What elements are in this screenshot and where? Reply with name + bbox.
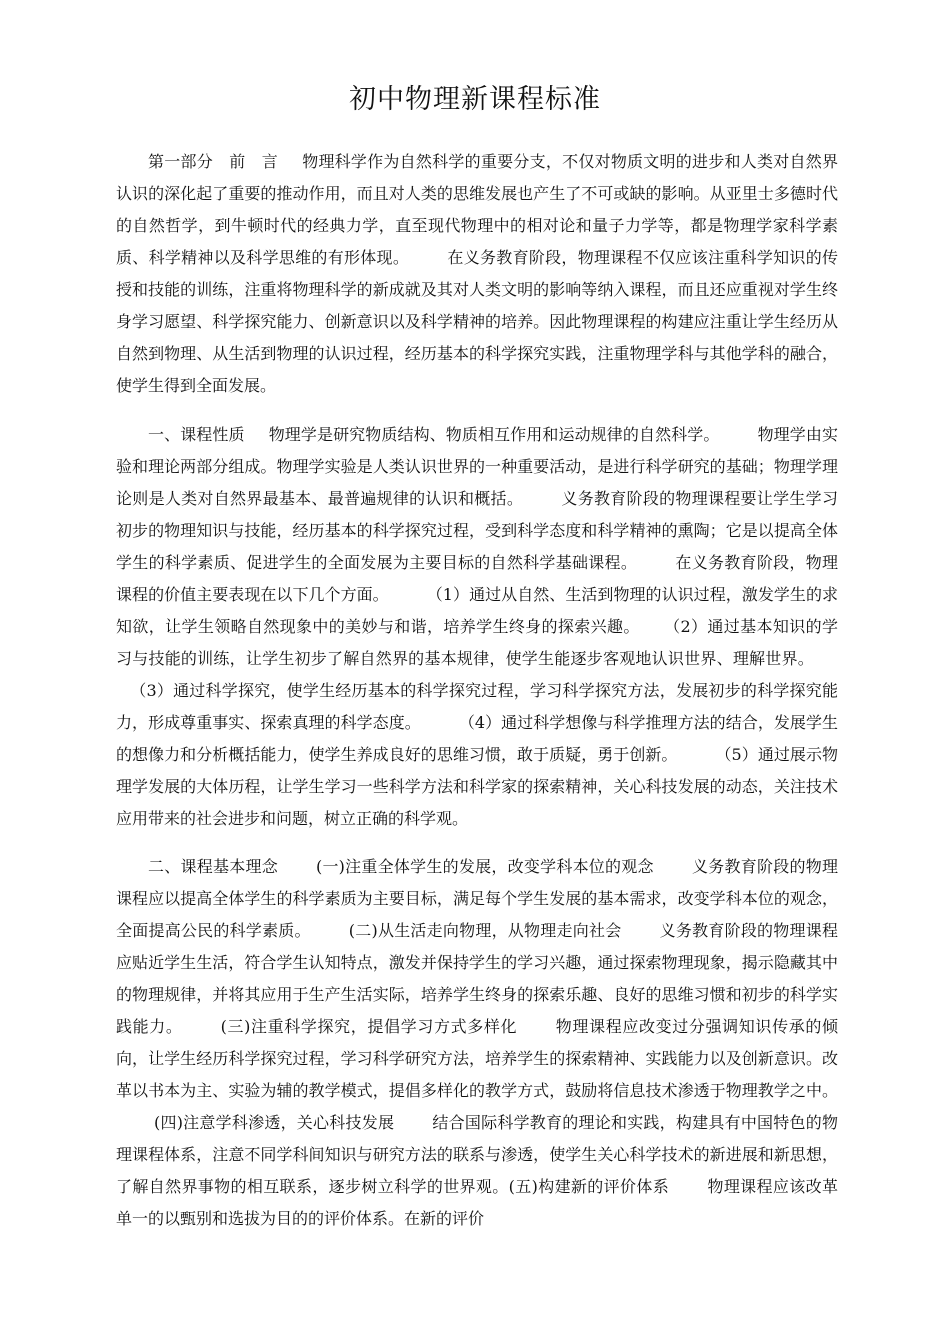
document-title: 初中物理新课程标准 — [349, 84, 601, 115]
list-item: （1）通过从自然、生活到物理的认识过程，激发学生的求知欲，让学生领略自然现象中的美妙与和谐，培养学生终身的探索兴趣。 — [116, 585, 838, 636]
paragraph-text: 物理课程应该改革单一的以甄别和选拔为目的的评价体系。在新的评价 — [116, 1177, 838, 1228]
section-preface — [116, 146, 838, 402]
subsection-heading: (二)从生活走向物理，从物理走向社会 — [348, 921, 622, 940]
paragraph-text: 在义务教育阶段，物理课程不仅应该注重科学知识的传授和技能的训练，注重将物理科学的新成就及其对人类文明的影响等纳入课程，而且还应重视对学生终身学习愿望、科学探究能力、创新意识以及科学精神的培养。因此物理课程的构建应注重让学生经历从自然到物理、从生活到物理的认识过程，经历基本的科学探究实践，注重物理学科与其他学科的融合，使学生得到全面发展。 — [116, 248, 838, 395]
section-course-nature — [116, 419, 838, 835]
list-item: （3）通过科学探究，使学生经历基本的科学探究过程，学习科学探究方法，发展初步的科学探究能力，形成尊重事实、探索真理的科学态度。 — [116, 681, 838, 732]
paragraph-text: 义务教育阶段的物理课程要让学生学习初步的物理知识与技能，经历基本的科学探究过程，受到科学态度和科学精神的熏陶；它是以提高全体学生的科学素质、促进学生的全面发展为主要目标的自然科学基础课程。 — [116, 489, 838, 572]
section-heading: 二、课程基本理念 — [148, 857, 278, 876]
paragraph-text: 物理课程应改变过分强调知识传承的倾向，让学生经历科学探究过程，学习科学研究方法，培养学生的探索精神、实践能力以及创新意识。改革以书本为主、实验为辅的教学模式，提倡多样化的教学方式，鼓励将信息技术渗透于物理教学之中。 — [116, 1017, 838, 1100]
paragraph-text: 物理学由实验和理论两部分组成。物理学实验是人类认识世界的一种重要活动，是进行科学研究的基础；物理学理论则是人类对自然界最基本、最普遍规律的认识和概括。 — [116, 425, 838, 508]
section-heading: 一、课程性质 — [148, 425, 245, 444]
subsection-heading: (三)注重科学探究，提倡学习方式多样化 — [220, 1017, 518, 1036]
list-item: （5）通过展示物理学发展的大体历程，让学生学习一些科学方法和科学家的探索精神，关心科技发展的动态，关注技术应用带来的社会进步和问题，树立正确的科学观。 — [116, 745, 838, 828]
section-basic-concepts — [116, 851, 838, 1235]
paragraph-text: 物理学是研究物质结构、物质相互作用和运动规律的自然科学。 — [268, 425, 720, 444]
paragraph-text: 结合国际科学教育的理论和实践，构建具有中国特色的物理课程体系，注意不同学科间知识与研究方法的联系与渗透，使学生关心科学技术的新进展和新思想，了解自然界事物的相互联系，逐步树立科学的世界观。 — [116, 1113, 838, 1196]
paragraph-text: 义务教育阶段的物理课程应贴近学生生活，符合学生认知特点，激发并保持学生的学习兴趣，通过探索物理现象，揭示隐藏其中的物理规律，并将其应用于生产生活实际，培养学生终身的探索乐趣、良好的思维习惯和初步的科学实践能力。 — [116, 921, 838, 1036]
subsection-heading: (四)注意学科渗透，关心科技发展 — [154, 1113, 395, 1132]
paragraph-text: 物理科学作为自然科学的重要分支，不仅对物质文明的进步和人类对自然界认识的深化起了重要的推动作用，而且对人类的思维发展也产生了不可或缺的影响。从亚里士多德时代的自然哲学，到牛顿时代的经典力学，直至现代物理中的相对论和量子力学等，都是物理学家科学素质、科学精神以及科学思维的有形体现。 — [116, 152, 838, 267]
paragraph-text: 在义务教育阶段，物理课程的价值主要表现在以下几个方面。 — [116, 553, 838, 604]
subsection-heading: (五)构建新的评价体系 — [508, 1177, 670, 1196]
paragraph-text: 义务教育阶段的物理课程应以提高全体学生的科学素质为主要目标，满足每个学生发展的基本需求，改变学科本位的观念，全面提高公民的科学素质。 — [116, 857, 838, 940]
subsection-heading: (一)注重全体学生的发展，改变学科本位的观念 — [315, 857, 654, 876]
list-item: （4）通过科学想像与科学推理方法的结合，发展学生的想像力和分析概括能力，使学生养成良好的思维习惯，敢于质疑，勇于创新。 — [116, 713, 838, 764]
list-item: （2）通过基本知识的学习与技能的训练，让学生初步了解自然界的基本规律，使学生能逐步客观地认识世界、理解世界。 — [116, 617, 838, 668]
section-heading: 第一部分 前 言 — [148, 152, 278, 171]
